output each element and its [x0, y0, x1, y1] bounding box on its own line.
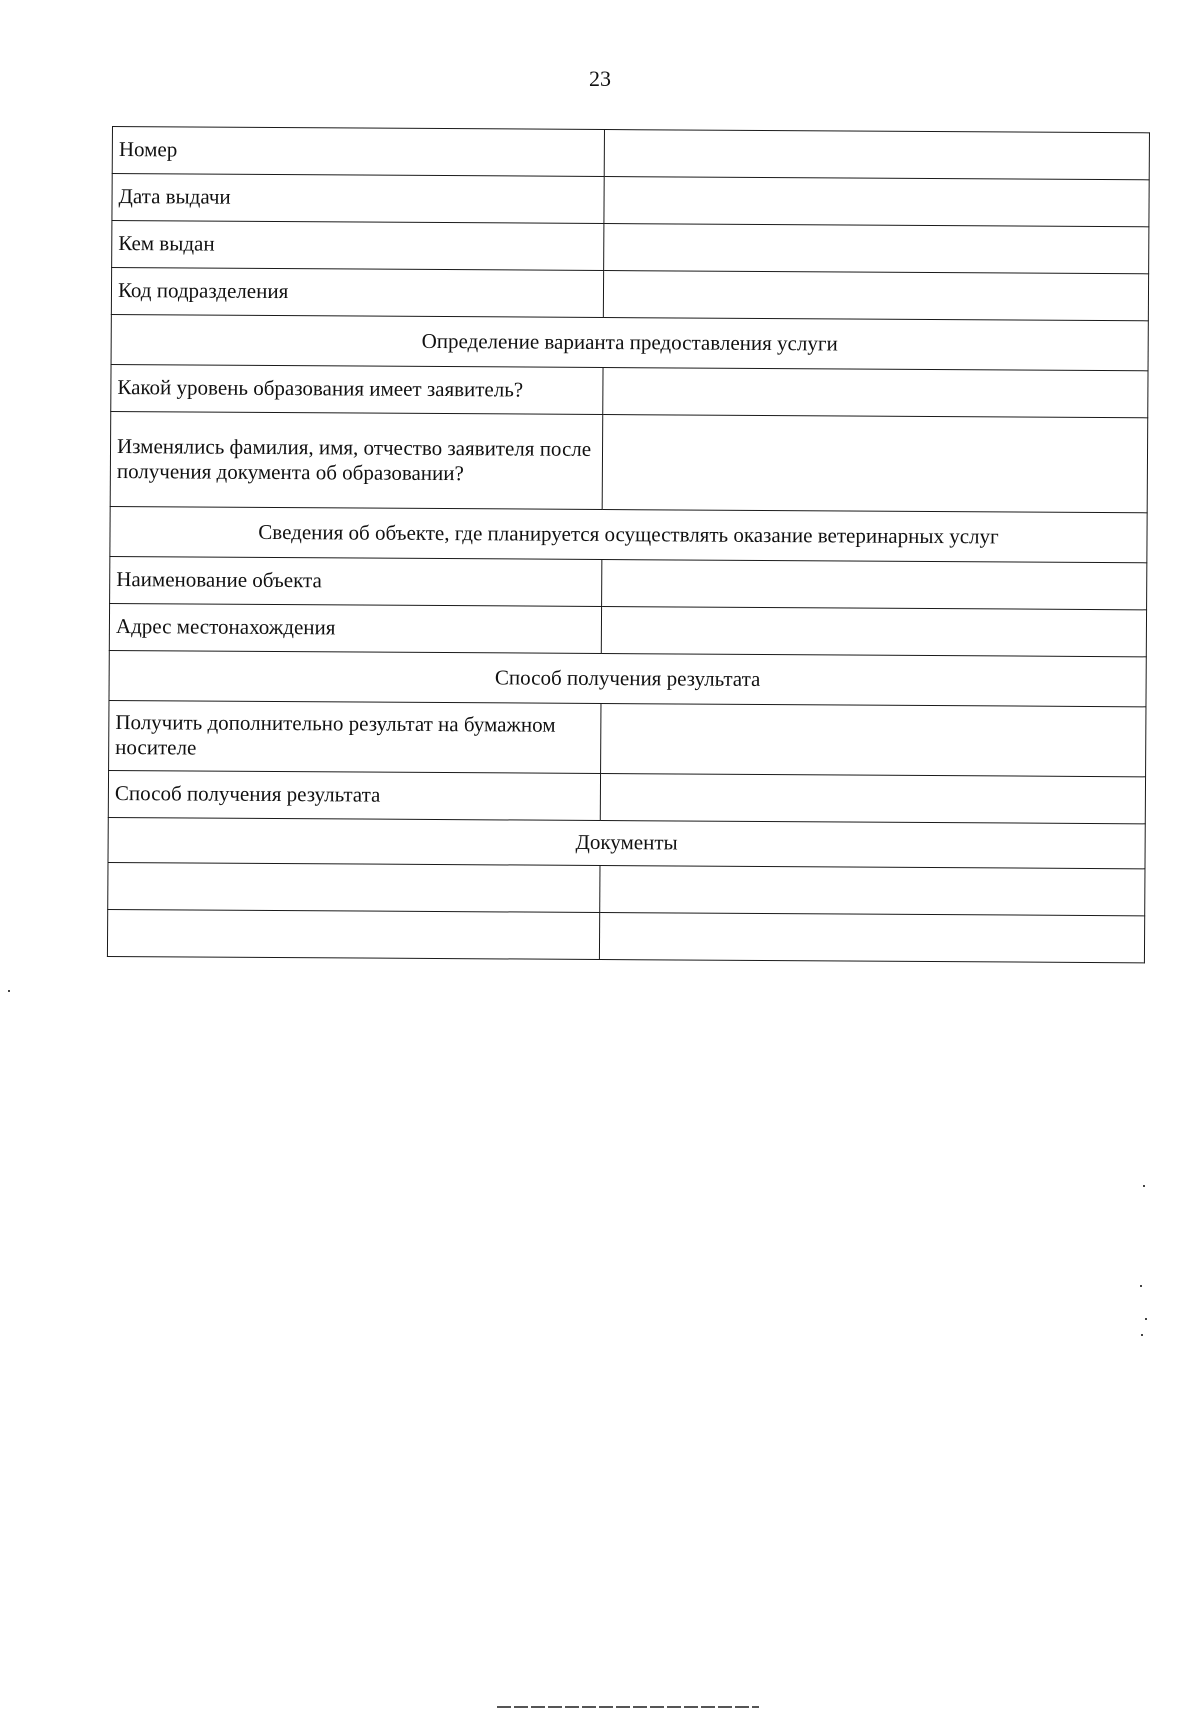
section-row	[110, 506, 1147, 562]
table-row	[112, 127, 1149, 180]
field-label-division-code: Код подразделения	[111, 268, 603, 318]
document-cell-name	[107, 909, 599, 959]
field-value-division-code	[603, 271, 1148, 321]
table-row	[109, 700, 1146, 776]
scan-artifact-dot	[1140, 1285, 1142, 1287]
document-cell-value	[599, 912, 1144, 962]
section-row	[108, 817, 1145, 868]
field-label-issued-by: Кем выдан	[112, 221, 604, 271]
section-title-result-method: Способ получения результата	[109, 650, 1146, 706]
table-row	[111, 364, 1148, 417]
table-row	[110, 556, 1147, 609]
section-row	[109, 650, 1146, 706]
section-title-documents: Документы	[108, 817, 1145, 868]
field-label-number: Номер	[112, 127, 604, 177]
section-row	[111, 314, 1148, 370]
table-row	[107, 909, 1144, 962]
field-value-issued-by	[604, 224, 1149, 274]
document-cell-name	[108, 862, 600, 912]
footer-rule	[497, 1706, 759, 1708]
section-title-service-variant: Определение варианта предоставления услуги	[111, 314, 1148, 370]
table-row	[112, 174, 1149, 227]
field-label-facility-name: Наименование объекта	[110, 556, 602, 606]
table-row	[109, 603, 1146, 656]
scan-artifact-dot	[1143, 1185, 1145, 1187]
table-row	[110, 411, 1148, 512]
field-value-name-changed	[602, 415, 1148, 513]
field-label-address: Адрес местонахождения	[109, 603, 601, 653]
scan-artifact-dot	[1145, 1318, 1147, 1320]
table-row	[111, 268, 1148, 321]
field-label-name-changed: Изменялись фамилия, имя, отчество заявителя после получения документа об образовании?	[110, 411, 603, 509]
document-cell-value	[600, 865, 1145, 915]
section-title-facility-info: Сведения об объекте, где планируется осуществлять оказание ветеринарных услуг	[110, 506, 1147, 562]
field-label-education-level: Какой уровень образования имеет заявитель?	[111, 364, 603, 414]
field-value-facility-name	[602, 560, 1147, 610]
table-row	[108, 770, 1145, 823]
field-value-education-level	[603, 368, 1148, 418]
page-number: 23	[589, 66, 611, 91]
scan-artifact-dot	[8, 990, 10, 992]
field-label-issue-date: Дата выдачи	[112, 174, 604, 224]
field-value-number	[604, 130, 1149, 180]
field-value-issue-date	[604, 177, 1149, 227]
field-label-paper-result: Получить дополнительно результат на бумажном носителе	[109, 700, 601, 773]
field-label-result-method: Способ получения результата	[108, 770, 600, 820]
table-row	[112, 221, 1149, 274]
field-value-paper-result	[601, 703, 1146, 776]
application-form-table	[107, 126, 1150, 963]
table-row	[108, 862, 1145, 915]
field-value-address	[601, 606, 1146, 656]
field-value-result-method	[600, 773, 1145, 823]
scan-artifact-dot	[1141, 1334, 1143, 1336]
